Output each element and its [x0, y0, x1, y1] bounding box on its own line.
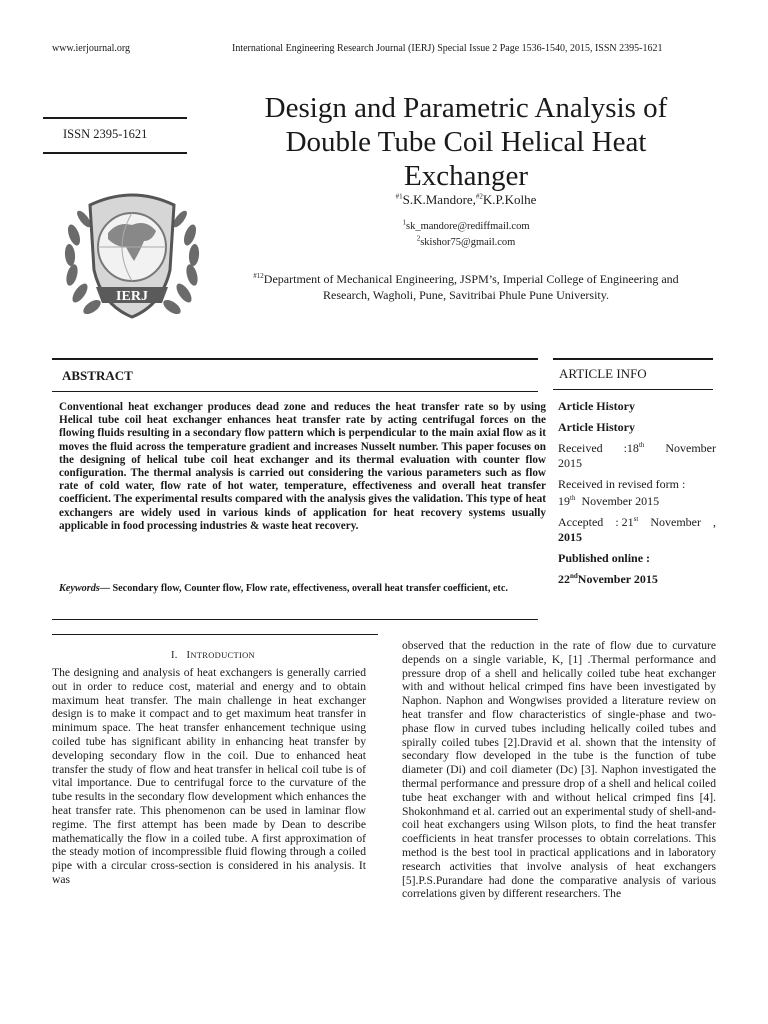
intro-paragraph-column-2: observed that the reduction in the rate of flow due to curvature depends on a single variable, K, [1] .Thermal performance and pressure drop of a shell and helically coiled tube heat exchanger with and without helical crimped fins have been investigated by Naphon. Naphon and Wongwises provided a literature review on heat transfer and flow characteristics of single-phase and two-phase flow in curved tubes including helically coiled tubes and spirally coiled tubes [2].Dravid et al. shown that the intensity of secondary flow developed in the tube is the function of tube diameter (Di) and coil diameter (Dc) [3]. Naphon investigated the thermal performance and pressure drop of a shell and helical coiled tube heat exchanger with and without helical crimped fins [4]. Shokonhmand et al. carried out an experimental study of shell-and-coil heat exchangers using Wilson plots, to find the heat transfer coefficients in heat transfer processes to obtain correlations. This method is the best tool in practical applications and in laboratory research activities that involve analysis of heat exchangers [5].P.S.Purandare had done the comparative analysis of various correlations given by different researchers. The — [402, 639, 716, 901]
issn-label: ISSN 2395-1621 — [63, 127, 148, 141]
received-month: November — [665, 441, 716, 455]
affiliation — [236, 271, 696, 303]
email2-address: skishor75@gmail.com — [420, 237, 516, 248]
published-month-year: November 2015 — [577, 572, 658, 586]
keywords — [59, 582, 546, 595]
accepted-month: November — [650, 515, 701, 529]
section-title-initial: I — [186, 650, 191, 661]
published-suffix: nd — [570, 572, 578, 580]
author1-name: S.K.Mandore, — [402, 192, 476, 207]
author2-marker: #2 — [475, 192, 483, 201]
abstract-heading-rule — [52, 391, 538, 392]
email-line-2 — [236, 234, 696, 248]
abstract-bottom-rule — [52, 619, 538, 620]
abstract-heading: ABSTRACT — [62, 368, 133, 383]
section-heading-introduction — [52, 650, 374, 661]
accepted-comma: , — [712, 515, 716, 529]
journal-citation: International Engineering Research Journal (IERJ) Special Issue 2 Page 1536-1540, 2015, ISSN 2395-1621 — [232, 43, 663, 54]
revised-date — [558, 494, 716, 509]
affiliation-marker: #12 — [253, 272, 264, 280]
received-date — [558, 441, 716, 471]
paper-title: Design and Parametric Analysis of Double Tube Coil Helical Heat Exchanger — [264, 92, 668, 192]
revised-day: 19 — [558, 494, 570, 508]
revised-suffix: th — [570, 494, 576, 502]
received-label: Received — [558, 441, 603, 455]
accepted-label: Accepted — [558, 515, 604, 529]
article-history-label-1: Article History — [558, 399, 635, 413]
accepted-day: : 21 — [615, 515, 634, 529]
author1-marker: #1 — [395, 192, 403, 201]
journal-website: www.ierjournal.org — [52, 43, 131, 54]
email1-marker: 1 — [402, 218, 406, 227]
article-history-label-2: Article History — [558, 420, 635, 434]
received-year: 2015 — [558, 456, 582, 470]
logo-text: IERJ — [116, 289, 148, 304]
section-title-rest: NTRODUCTION — [190, 650, 255, 660]
author2-name: K.P.Kolhe — [482, 192, 537, 207]
received-suffix: th — [638, 441, 645, 449]
affiliation-text: Department of Mechanical Engineering, JSPM’s, Imperial College of Engineering and Research, Wagholi, Pune, Savitribai Phule Pune University. — [263, 272, 679, 302]
issn-top-rule — [43, 117, 187, 119]
abstract-top-rule — [52, 358, 538, 360]
issn-bottom-rule — [43, 152, 187, 154]
intro-paragraph-column-1: The designing and analysis of heat exchangers is generally carried out in order to reduce cost, material and energy and to obtain maximum heat transfer. The main challenge in heat exchanger design is to make it compact and to get maximum heat transfer in minimum space. The heat transfer enhancement technique using coiled tube has significant ability in enhancing heat transfer by developing secondary flow in the coil. Due to enhanced heat transfer the study of flow and heat transfer in helical coil tube is of vital importance. Due to centrifugal force to the curvature of the tube results in the secondary flow development which enhances the heat transfer rate. This phenomenon can be used in laminar flow regime. The first attempt has been made by Dean to describe mathematically the flow in a coiled tube. A first approximation of the steady motion of incompressible fluid flowing through a coiled pipe with a circular cross-section is considered in his analysis. It was — [52, 666, 366, 886]
accepted-year: 2015 — [558, 530, 582, 544]
published-date — [558, 572, 716, 587]
article-info-top-rule — [553, 358, 713, 360]
revised-label: Received in revised form : — [558, 477, 686, 491]
article-info — [558, 399, 716, 593]
abstract-body: Conventional heat exchanger produces dead zone and reduces the heat transfer rate so by using Helical tube coil heat exchanger enhances heat transfer rate by acting centrifugal forces on the flowing fluids resulting in a secondary flow pattern which is perpendicular to the main axial flow as it moves the fluid across the temperature gradient and increases Nusselt number. This paper focuses on the designing of helical tube coil heat exchanger and its thermal evaluation with counter flow configuration. The thermal analysis is carried out considering the various parameters such as flow rate of cold water, flow rate of hot water, temperature, effectiveness and overall heat transfer coefficient. The experimental results compared with the analysis gives the validation. This type of heat exchangers are widely used in various kinds of application for heat recovery systems usually applicable in food processing industries & waste heat recovery. — [59, 401, 546, 532]
email1-address: sk_mandore@rediffmail.com — [406, 221, 530, 232]
received-day: :18 — [623, 441, 639, 455]
article-info-heading-rule — [553, 389, 713, 390]
email-line-1 — [236, 218, 696, 232]
ierj-logo-icon — [52, 175, 212, 335]
accepted-suffix: st — [633, 515, 639, 523]
article-info-heading: ARTICLE INFO — [559, 366, 647, 381]
keywords-label: Keywords— — [59, 583, 110, 594]
email2-marker: 2 — [416, 234, 421, 243]
published-day: 22 — [558, 572, 570, 586]
body-top-rule — [52, 634, 378, 635]
accepted-date — [558, 515, 716, 545]
revised-month-year: November 2015 — [581, 494, 660, 508]
author-line — [236, 192, 696, 208]
keywords-list: Secondary flow, Counter flow, Flow rate, effectiveness, overall heat transfer coefficient, etc. — [109, 583, 508, 594]
published-label: Published online : — [558, 551, 651, 565]
section-numeral: I. — [171, 650, 178, 661]
